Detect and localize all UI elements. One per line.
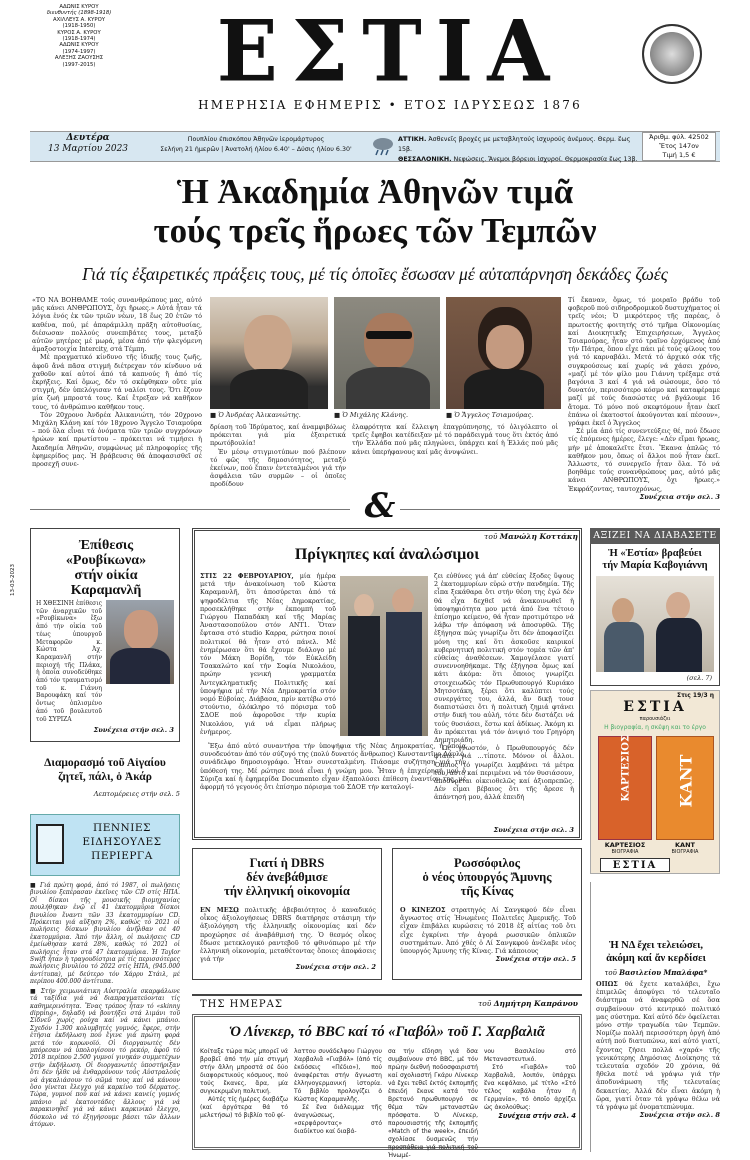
founder-years: (1918-1974): [62, 36, 96, 43]
title-line: Ἐπίθεσις: [78, 538, 134, 553]
continue-link: Συνέχεια στήν σελ. 5: [495, 955, 576, 964]
award-page: (σελ. 7): [686, 674, 712, 682]
rouvikonas-body: [36, 600, 102, 723]
founders-list: [14, 4, 144, 68]
paragraph: Σέ ἕνα διάλειμμα τῆς ἀναγνώσεως, «σερφάροντας» στό διαδίκτυο καί διαβά-: [294, 1104, 382, 1135]
founder-name: ΑΔΩΝΙΣ ΚΥΡΟΥ: [59, 42, 99, 49]
akar-title: [30, 756, 180, 784]
founder-name: ΑΔΩΝΙΣ ΚΥΡΟΥ: [59, 4, 99, 10]
rouvikonas-title: [36, 538, 176, 598]
rouvikonas-continue: Συνέχεια στήν σελ. 3: [93, 726, 174, 734]
photo-angelos: [446, 297, 561, 409]
masthead-title: ΕΣΤΙΑ: [216, 1, 564, 101]
paragraph: ■ Γιά πρώτη φορά, ἀπό τό 1987, οἱ πωλήσεις βινυλίου ξεπέρασαν ἐκεῖνες τῶν CD στίς ΗΠΑ. Οἱ δίσκοι τῆς μουσικῆς βιομηχανίας πουλήθηκαν ἐνῷ εἶ 41 ἑκατομμύρια δίσκοι βινυλίου ἔναντι τῶν 33 ἑκατομμυρίων CD. Πρόκειται γιά αὔξηση 2%, καθώς τό 2021 οἱ πωλήσεις δίσκων βινυλίου ἀνῆλθαν σέ 40 ἑκατομμύρια. Ἀπό τήν ἄλλη, οἱ πωλήσεις CD ἐμείωθησαν κατά 28%, καθώς τό 2021 οἱ πωλήσεις ἦταν στά 47 ἑκατομμύρια. Ἡ Taylor Swift ἦταν ἡ τραγουδίστρια μέ τίς περισσότερες πωλήσεις βινυλίου τό 2022 στίς ΗΠΑ, (945.000 ἀντίτυπα), μέ δεύτερο τόν Χάρρυ Στάιλ, μέ περίπου 400.000 ἀντίτυπα.: [30, 882, 180, 986]
title-line: ζητεῖ, πάλι, ὁ Ἀκάρ: [58, 771, 152, 783]
lead-col-2: [210, 423, 346, 489]
photo-michalis: [334, 297, 440, 409]
linker-col-1: [200, 1048, 288, 1120]
ad-presents: παρουσιάζει: [639, 716, 671, 722]
ad-logo: ΕΣΤΙΑ: [623, 699, 687, 715]
continue-link: Συνέχεια στήν σελ. 4: [498, 1112, 576, 1120]
linker-col-3: [388, 1048, 478, 1160]
lede: ΟΠΩΣ: [596, 980, 618, 988]
book-title: ΚΑΝΤ: [675, 841, 695, 849]
author-prefix: τοῦ: [484, 532, 498, 541]
paragraph-text: στρατηγός Λί Σανγκφού δέν εἶναι ἄγνωστος στίς Ἡνωμένες Πολιτεῖες Ἀμερικῆς. Τοῦ εἶχαν ἐπιβάλει κυρώσεις τό 2018 ἐξ αἰτίας τοῦ ὅτι εἶχε ἐγκρίνει τήν ἀγορά ρωσσικῶν ὁπλικῶν συστημάτων. Ἀπό χθές ὁ Λί Σανγκφού ἀνέλαβε νέος ὑπουργός Ἄμυνης τῆς Κίνας. Γιά κάποιους: [400, 906, 576, 956]
title-line: Διαμορασμό τοῦ Αἰγαίου: [44, 757, 166, 769]
title-line: ἀκόμη καί ἄν κερδίσει: [606, 952, 706, 964]
paragraph: Ἔξω ἀπό αὐτό συναντήσα τήν ὑποψήφια τῆς Νέας Δημοκρατίας, ἡ ὁποία συνοδευόταν ἀπό τόν σύζυγό της (πολύ δυνατός ἄνθρωπος) Κωνσταντῖνο Δαυλό, συνάδελφο δημοσιογράφο. Ἦταν συνεσταλμένη. Πιάσαμε συζήτηση γιά τήν ὑπόθεσή της. Μέ ρώτησε ποιά εἶναι ἡ γνώμη μου. Ἦταν ἡ ἐπιχείρησή μου ὅ Σύριζα καί ἡ ἐφημερίδα Documento εἶχαν ἐξαπολύσει ἐπίθεση ἐναντίον της, μέ ἀφορμή τό γεγονός ὅτι ἐπίσημο πόρισμα τοῦ ΣΔΟΕ τήν καταλογί-: [200, 742, 466, 792]
kottakis-col-1: [200, 572, 336, 736]
paragraph: δρίαση τοῦ Ἱδρύματος, καί ἀναμφιβόλως πρόκειται γιά μία ἐξαιρετικά πρωτόβουλία!: [210, 423, 346, 448]
price: Τιμή 1,5 €: [662, 151, 696, 159]
issue-block: [642, 132, 716, 161]
title-line: στήν οἰκία: [74, 568, 138, 583]
paragraph-text: μία ἡμέρα μετά τήν ἀνακοίνωση τοῦ Κώστα Καραμανλῆ, ὅτι ἀποσύρεται ἀπό τά ψηφοδέλτια τῆς Νέας Δημοκρατίας, προσεκλήθηκε στήν ἐκπομπή τοῦ Γιώργου Παπαδάκη καί τῆς Μαρίας Ἀναστασοπούλου στόν ANT1. Ὅταν ἔφτασα στό studio Καρρα, ρώτησα ποιοί πολιτικοί θά ἦταν στό πάνελ. Μέ ἐνημέρωσαν ὅτι θά ἔχουμε διάλογο μέ τόν Μάκη Βορίδη, τόν Εὐκλείδη Τσακαλώτο καί τήν Σοφία Νικολάου, πρώην γενική γραμματέα Ἀντεγκληματικῆς Πολιτικῆς καί ὑποψήφια μέ τήν Νέα Δημοκρατία στόν νομό Εὐβοίας. Διάβασα, πρίν κατέβω στό στούντιο, ὁλόκληρο τό πόρισμα τοῦ ΣΔΟΕ πού ἀφοροῦσε τήν κυρία Νικολάου, γιά νά εἶμαι πλήρως ἐνήμερος.: [200, 572, 336, 736]
caption-angelos: ■ Ὁ Ἄγγελος Τσιαμούρας.: [446, 411, 534, 419]
caption-michalis: ■ Ὁ Μιχάλης Κλάνης.: [334, 411, 409, 419]
paragraph: Ἐν μέσῳ στιγμιοτύπων πού βλέπουν τό φῶς τῆς δημοσιότητος, μεταξύ ἐκείνων, πού ἔπαιν ἐντεταλμένοι γιά τήν ἀσφάλεια τῶν συρμῶν – οἱ ὁποῖες προδίδουν: [210, 447, 346, 489]
photo-andreas: [210, 297, 328, 409]
title-line: ὁ νέος ὑπουργός Ἄμυνης: [422, 870, 552, 884]
linker-title: Ὁ Λίνεκερ, τό BBC καί τό «Γιαβόλ» τοῦ Γ. Χαρβαλιᾶ: [228, 1024, 546, 1040]
paragraph: Τόν 20χρονο Ἀνδρέα Ἀλικανιώτη, τόν 20χρονο Μιχάλη Κλάνη καί τόν 18χρονο Ἄγγελο Τσιαμούρα – πού ὅλα εἶναι τά ὀνόματα τῶν τριῶν συγχρόνων ἡρώων καί πρωτίστου – πρόκειται νά τιμήσει ἡ Ἀκαδημία Ἀθηνῶν, συμφώνως μέ πληροφορίες τῆς ἐφημερίδος μας. Ἡ βράβευσις θά ἀποφασισθεῖ σέ προσεχῆ συνε-: [32, 410, 202, 469]
title-line: ΠΕΝΝΙΕΣ: [93, 822, 151, 834]
weather-region: ΘΕΣΣΑΛΟΝΙΚΗ.: [398, 156, 452, 163]
paragraph: [200, 906, 376, 963]
title-line: Γιατί ἡ DBRS: [249, 856, 325, 870]
book-kant-spine: ΚΑΝΤ: [676, 754, 696, 808]
weather-text: Νεφώσεις. Ἄνεμοι βόρειοι ἰσχυροί. Θερμοκρασία ἕως 13β.: [453, 156, 638, 163]
founder-name: ΑΛΕΞΗΣ ΖΑΟΥΣΗΣ: [54, 55, 104, 62]
issue-number: Ἀριθμ. φύλ. 42502: [649, 133, 709, 141]
nd-body: [596, 980, 720, 1119]
paragraph-text: θά ἔχετε καταλάβει, ἔχω ἐπιμελῶς ἀποφύγει τό τελευταῖο διάστημα νά ἀναφερθῶ σέ ὅσα συμβαίνουν στό κεντρικό πολιτικό μας σύστημα. Καί αὐτό δέν ὀφείλεται μόνο στήν τραγωδία τῶν Τεμπῶν. Νομίζω πολλή περισσότερη ὀργή ἀπό αὐτή πού διατυπώνω, καί αὐτό γιατί, ἔχοντας ζήσει πολλά «χαρά» τῆς γενικότερης Δημόσιας Διοίκησης τά τελευταία σχεδόν 20 χρόνια, θά ἤθελα ποτέ νά γράψω γιά τήν ἀποδυνάμωση τῆς τελευταίας δεκαετίας. Ἀλλά δέν εἶναι ἀκόμη ἡ ὥρα, γιατί ὅταν τά γράψω θέλω νά τά γράψω μέ ὀνοματεπώνυμα.: [596, 980, 720, 1112]
side-date: 13-03-2023: [10, 564, 16, 596]
ad-bottom-logo: ΕΣΤΙΑ: [600, 858, 670, 872]
paragraph: Μέ πραγματικό κίνδυνο τῆς ἰδικῆς τους ζωῆς, ἀφοῦ ἄνά πᾶσα στιγμή διέτρεχαν τόν κίνδυνο νά χαθοῦν καί αὐτοί ἀπό τά καπνούς ἤ ἀπό τίς ἐκρήξεις. Καί ὅμως, δέν τό σκέφθηκαν οὔτε μία στιγμή, δέν ὑπελόγισαν τά ναλίσι τους. Ὅτι ἔζουν μία ζωή μπροστά τους. Καί ἔτρεξαν νά καθῆκον τους, τό ἀνθρώπινο καθῆκον τους.: [32, 353, 202, 411]
author-prefix: τοῦ: [478, 999, 492, 1008]
seal-logo: [642, 24, 702, 84]
paragraph: Ὡς γνωστόν, ὁ Πρωθυπουργός δέν φτάιει γιά ...τίποτε. Μόνον οἱ ἄλλοι. Ὅποιος τό γνωρίζει λαμβάνει τά μέτρα του, αὐτό καί περιμένει νά τόν θυσιάσουν, ἀποσύρεται οἰκειοθελῶς καί ἀξιοπρεπῶς. Δέν εἶμαι βέβαιος ὅτι τῆς ἄρεσε ἡ ἀπάντησή μου, ἀλλά ἐπειδή: [434, 744, 574, 802]
founder-name: ΑΧΙΛΛΕΥΣ Α. ΚΥΡΟΥ: [53, 16, 105, 23]
kottakis-col-1b: [200, 742, 466, 791]
headline-line: Ἡ Ἀκαδημία Ἀθηνῶν τιμᾶ: [176, 172, 574, 211]
continue-link: Συνέχεια στήν σελ. 8: [639, 1111, 720, 1120]
kottakis-author: [420, 532, 578, 541]
moon-label: Σελήνη 21 ἡμερῶν | Ἀνατολή ἡλίου 6.40' – Δύσις ἡλίου 6.30': [160, 146, 352, 153]
title-line: τῆς Κίνας: [460, 884, 514, 898]
caption-andreas: ■ Ὁ Ἀνδρέας Ἀλικανιώτης.: [210, 411, 301, 419]
day-label: Δευτέρα: [66, 133, 110, 143]
book-kant-label: [656, 842, 714, 856]
pennies-body: [30, 882, 180, 1128]
photo-karamanlis: [106, 600, 174, 684]
author-name: Δημήτρη Καπράνου: [493, 999, 578, 1008]
paragraph: Η ΧΘΕΣΙΝΗ ἐπίθεσις τῶν ἀναρχικῶν τοῦ «Ρουβίκωνα» ἔξω ἀπό τήν οἰκία τοῦ τέως ὑπουργοῦ Μεταφορῶν κ. Κώστα Ἀχ. Καραμανλῆ στήν περιοχή τῆς Πλάκα, ἡ ὁποία συνοδεύθηκε ἀπό τόν τραυματισμό τοῦ κ. Γιάννη Βαρουφάκη καί τόν ὄντως ὁπλισμένο ἀπό τοῦ βουλευτοῦ τοῦ ΣΥΡΙΖΑ: [36, 600, 102, 723]
paragraph: [400, 906, 576, 955]
founder-years: διευθυντής (1898-1918): [46, 10, 112, 17]
book-sub: ΒΙΟΓΡΑΦΙΑ: [671, 849, 699, 855]
award-title: [594, 548, 716, 572]
nd-title: [594, 940, 718, 965]
founder-name: ΚΥΡΟΣ Α. ΚΥΡΟΥ: [57, 29, 101, 36]
title-line: Ἡ ΝΔ ἔχει τελειώσει,: [608, 940, 704, 951]
paragraph: Κοίταξε τώρα πώς μπορεῖ νά βραβεῖ ἀπό τήν μία στιγμή στήν ἄλλη μπροστά σέ δύο διαφορετικούς κόσμους, πού τούς ἔκανες, ἄρα, μία συγκεκριμένη πολιτική.: [200, 1048, 288, 1095]
book-descartes-spine: ΚΑΡΤΕΣΙΟΣ: [620, 734, 632, 802]
photo-award: [596, 576, 714, 672]
paragraph: σα τήν εἴδηση γιά ὅσα συμβαίνουν στό BBC, μέ τόν πρώην διεθνή ποδοσφαιριστή καί σχολιαστή Γκάρυ Λίνεκερ νά ἔχει τεθεῖ ἐκτός ἐκπομπῆς ἐπειδή ἔκανε κατά τόν Βρετανό πρωθυπουργό σε θέμα τῶν μεταναστῶν πρόσφατα. Ὁ Λίνεκερ, παρουσιαστής τῆς ἐκπομπῆς «Match of the week», ἐπειδή σχολίασε δυσμενῶς τήν προσπάθεια γιά πολιτική τοῦ Ἡνωμέ-: [388, 1048, 478, 1159]
paragraph: Αὐτές τίς ἡμέρες διαβάζω (καί ἀργότερα θά τό μελετήσω) τό βιβλίο τοῦ φί-: [200, 1096, 289, 1119]
ad-tagline: Η βιογραφία, η σκέψη και το έργο: [604, 724, 706, 731]
paragraph-text: πολιτικῆς ἀβεβαιότητος ὁ καναδικός οἶκος ἀξιολογήσεως DBRS διατήρησε στάσιμη τήν ἀξιολόγηση τῆς ἑλληνικῆς οἰκονομίας καί δέν προχώρησε σέ ἀναβάθμισή της. Ὁ θεσμός οἶκος ἔδωσε μετεκλογικό ραντεβοῦ τό φθινόπωρο μέ τήν ἑλληνική οἰκονομία, μεταθέτοντας ὅποιες ἀποφάσεις γιά τήν: [200, 906, 376, 964]
title-line: ΠΕΡΙΕΡΓΑ: [91, 850, 153, 862]
lead-subhead: Γιά τίς ἐξαιρετικές πράξεις τους, μέ τίς ὁποῖες ἔσωσαν μέ αὐταπάρνηση δεκάδες ζωές: [82, 264, 668, 284]
pennies-icon: [36, 824, 64, 864]
kottakis-continue: Συνέχεια στήν σελ. 3: [493, 826, 574, 834]
weather-text: Ἀσθενεῖς βροχές με μεταβλητούς ἰσχυρούς ἀνέμους. Θερμ. ἕως 15β.: [398, 136, 631, 153]
title-line: Ρωσσόφιλος: [454, 856, 520, 870]
book-descartes-label: [598, 842, 652, 856]
paragraph: νου Βασιλείου στό Μεταναστευτικό.: [484, 1048, 576, 1063]
paragraph: ■ Στήν χειμωνιάτικη Αὐστραλία σκαρφάλωνε τά ταξίδια γιά νά διαπραγματεύονται τίς καθημερινότητα. Ἕνας τρόπος ἦταν τό «skinny dipping», δηλαδή νά βουτήξει στά λιμάνι τοῦ Σίδνεϋ χωρίς ρούχα καί νά κάνει μπάνιο. Σχεδόν 1.300 κολυμβητές γυμνός, ἔφερε, στήν ἐτήσια ἐκδήλωση πού ἔγινε γιά πρώτη φορά μετά τόν κορωνοϊό. Οἱ διοργανωτές δέν μπόρεσαν νά ὑπολογίσουν τό ρεκόρ, ἀφοῦ τό 2018 περίπου 2.500 γυμνοί γινηκάν συμμετέχων στήν ἐκδήλωση. Οἱ διοργανωτές ὑποστήριξαν ὅτι δέν ἦλθε νά ἐνθαρρύνουν τούς Αὐστραλούς νά ἀγκαλιάσουν τό σῶμά τους καί νά κάνουν ὅσο γίνεται ἔλεγχο γιά καρκίνο τοῦ δέρματος. Τώρα, γυμνοί πού καί νά κάνει κανείς γυμνός μπάνιο μέ ἑκατοντάδες ἄλλους γιά νά παρακινηθεῖ γιά νά κάνει καρκινικό ἔλεγχο, δύσκολο νά τό ἐξηγήσουμε βάσει τῶν ἄλλων ἀτόμων.: [30, 987, 180, 1128]
paragraph: «ΤΟ ΝΑ ΒΟΗΘΑΜΕ τούς συνανθρώπους μας, αὐτό μᾶς κάνει ΑΝΘΡΩΠΟΥΣ, ὄχι ἥρωες.» Αὐτά ἦταν τά λόγια ἑνός ἐκ τῶν τριῶν νέων, 18 ἕως 20 ἐτῶν τό καθένα, πού, μέ ἀπαράμιλλη πρᾶξη αὐτοθυσίας, διέσωσαν πολλούς συνεπιβάτες τους, μεταξύ αὐτῶν μητέρες μέ μωρά, μέσα ἀπό τήν φλεγόμενη ἀμαξοστοιχία Intercity, στά Τέμπη.: [32, 296, 202, 354]
dbrs-title: [196, 856, 378, 898]
linker-col-4: [484, 1048, 576, 1120]
lead-headline: [40, 172, 710, 250]
linker-col-2: [294, 1048, 382, 1136]
masthead-subtitle: ΗΜΕΡΗΣΙΑ ΕΦΗΜΕΡΙΣ • ΕΤΟΣ ΙΔΡΥΣΕΩΣ 1876: [198, 98, 582, 112]
pennies-title: [68, 821, 176, 863]
dbrs-body: [200, 906, 376, 971]
paragraph: Στό «Γιαβόλ» τοῦ Χαρβαλιᾶ, λοιπόν, ὑπάρχει ἕνα κεφάλαιο, μέ τίτλο «Στό τέλος καβάλα ἦταν ἡ Γερμανία», τό ὁποῖο ἀρχίζει ὡς ἀκολούθως:: [484, 1064, 576, 1111]
photo-mitsotakis-nikolaou: [340, 576, 428, 736]
lead-col-1: [32, 296, 202, 468]
author-prefix: τοῦ: [604, 969, 617, 977]
lede: ΣΤΙΣ 22 ΦΕΒΡΟΥΑΡΙΟΥ,: [200, 572, 294, 580]
paragraph: λαττου συνάδελφου Γιώργου Χαρβαλιᾶ «Γιαβόλ» (ἀπό τίς ἐκδόσεις «Πέδιο»), πού ἀναφέρεται στήν ἄγνωστη ἑλληνογερμανική ἱστορία. Τό βιβλίο προλογίζει ὁ Κώστας Καραμανλῆς.: [294, 1048, 382, 1103]
lede: ΕΝ ΜΕΣῼ: [200, 906, 239, 914]
lead-col-4: [568, 296, 720, 501]
continue-link: Συνέχεια στήν σελ. 2: [295, 963, 376, 972]
date-block: [36, 133, 140, 155]
ticker-bar: [192, 994, 582, 1012]
paragraph: ἐλαφρότητα καί ἔλλειψη ἐπαγρύπνησης, τό ὀλιγόλεπτο οἱ τρεῖς ἔφηβοι κατέδειξαν μέ τό παράδειγμά τους ὅτι ἐκτός ἀπό τήν Ἑλλάδα πού μᾶς πληγώνει, ὑπάρχει καί ἡ Ἑλλάς πού μᾶς κάνει ὑπερήφανους καί μᾶς ἀνυψώνει.: [352, 423, 558, 456]
title-line: Καραμανλῆ: [70, 583, 142, 598]
title-line: δέν ἀνεβάθμισε: [246, 870, 328, 884]
ampersand-mark: &: [364, 486, 396, 526]
lead-col-3: [352, 423, 558, 456]
paragraph: [200, 572, 336, 736]
weather-region: ΑΤΤΙΚΗ.: [398, 136, 427, 143]
paragraph: Σέ μία ἀπό τίς συνεντεύξεις θέ, πού ἔδωσε τίς ἑπόμενες ἡμέρες, ἔλεγε: «Δέν εἴμαι ἥρωας, μήν μέ ἀποκαλεῖτε ἔτσι. Ἔκανα ἁπλῶς τό καθῆκον μου, ὅπως οἱ ἄλλοι πού ἦταν ἐκεῖ. Ἄλλωστε, τό συνεργεῖο ἦταν ὅλα. Τό νά βοηθάμε τούς συνανθρώπους μας, αὐτό μᾶς κάνει ΑΝΘΡΩΠΟΥΣ, ὄχι ἥρωες.» Ἐκφράζοντας, ταυτοχρόνως,: [568, 427, 720, 493]
title-line: ΕΙΔΗΣΟΥΛΕΣ: [82, 836, 162, 848]
almanac-block: [146, 135, 366, 155]
kottakis-col-3: [434, 572, 574, 802]
paragraph: ζει εὐθύνες γιά ἀπ' εὐθείας ἔξοδες ὕψους 2 ἑκατομμυρίων εὐρώ στήν πανδημία. Τῆς εἶπα ξεκάθαρα ὅτι στήν θέση της ἐγώ δέν θά εἶχα δεχθεῖ νά ἀνακοινωθεῖ ἡ ὑποψηφιότητα μου μετά ἀπό ἕνα τέτοιο ἐπίσημο κείμενο, θά ἦταν προτιμότερο νά λάβω τήν ἀπόφαση νά ἀποσυρθῶ. Τῆς ἐξήγησα πώς γνωρίζω ὅτι δέν ἀποφασίζει μόνη της καί ὅτι ἀσκοῦσε καιρικοί κυβερνητική πολιτική στόν τομέα τῶν ἀπ' εὐθείας ἀναθέσεων. Χαμογέλασε γιατί συνεννοηθήκαμε. Τῆς ἐξήγησα ὅμως καί κάτι ἀκόμα: ὅτι ὅποιος γνωρίζει στοιχειωδῶς τόν Πρωθυπουργό Κυριάκο Μητσοτάκη, ξέρει ὅτι καλύπτει τούς συνεργάτες του, ἀλλά, ἄν δικῇ τουσ διαπιστώσει ὅτι ἡ πολιτική ζημιά φτάνει στήν δική του αὐλή, τότε δέν διστάζει νά τούς θυσιάσει, ἔστω καί ἀδίκως. Ἀκόμη κι ἄν πρόκειται γιά τόν ἀνιψιό του Γρηγόρη Δημητριάδη.: [434, 572, 574, 745]
book-title: ΚΑΡΤΕΣΙΟΣ: [604, 841, 646, 849]
ticker-author: [478, 999, 578, 1008]
ticker-label: ΤΗΣ ΗΜΕΡΑΣ: [200, 999, 283, 1010]
book-sub: ΒΙΟΓΡΑΦΙΑ: [611, 849, 639, 855]
headline-line: τούς τρεῖς ἥρωες τῶν Τεμπῶν: [153, 211, 597, 250]
weather-block: [398, 135, 638, 165]
founder-years: (1974-1997): [62, 48, 96, 55]
china-body: [400, 906, 576, 963]
weather-icon: [370, 135, 396, 157]
founder-years: (1997-2015): [62, 61, 96, 68]
issue-year: Ἔτος 147ον: [659, 142, 699, 150]
title-line: «Ρουβίκωνα»: [65, 553, 147, 568]
kottakis-title: Πρίγκηπες καί ἀναλώσιμοι: [294, 546, 480, 563]
author-name: Μανώλη Κοττάκη: [499, 532, 578, 541]
paragraph: [596, 980, 720, 1111]
date-label: 13 Μαρτίου 2023: [47, 144, 129, 154]
ad-date: Στις 19/3 η: [677, 692, 714, 699]
china-title: [396, 856, 578, 898]
title-line: τήν ἑλληνική οἰκονομία: [224, 884, 350, 898]
nd-author: [594, 968, 718, 977]
title-line: τήν Μαρία Καβογιάννη: [602, 560, 708, 571]
continue-link: Συνέχεια στήν σελ. 3: [639, 492, 720, 501]
saint-label: Πουπλίου έπισκόπου Ἀθηνῶν ἱερομάρτυρος: [187, 136, 325, 143]
founder-years: (1918-1950): [62, 23, 96, 30]
akar-continue: Λεπτομέρειες στήν σελ. 5: [93, 790, 180, 798]
lede: Ο ΚΙΝΕΖΟΣ: [400, 906, 446, 914]
recommend-banner: ΑΞΙΖΕΙ ΝΑ ΔΙΑΒΑΣΕΤΕ: [590, 528, 720, 544]
paragraph: Τί ἔκαναν, ὅμως, τό μοιραῖο βράδυ τοῦ φοβεροῦ πού σιδηροδρομικοῦ δυστυχήματος οἱ τρεῖς νέοι; Ὁ μικρότερος τῆς παρέας, ὁ πρωτοετής φοιτητής στό τμῆμα Οἰκονομίας καί Διοικητικῆς Ἐπιχειρήσεων, Ἄγγελος Τσιαμούρας, ἦταν στό τραῖνο ἐρχόμενος ἀπό τήν Πάτρα, ὅπου εἶχε πάει μέ τούς φίλους του γιά τό καρναβάλι. Μετά τό ἀρχικό σόκ τῆς συγκρούσεως καί χωρίς νά χάσει χρόνο, «μαζί μέ τόν φίλο μου Γιάννη τρέξαμε στά βαγόνια 3 καί 4 γιά νά σώσουμε, ὅσο τό δυνατόν, περισσότερο κόσμο καί καταφέραμε μαζί μέ τούς διασώστες νά βγάλουμε 16 ἄτομα. Τό μόνο πού σκεφτόμουν ἦταν ἐκεῖ ἐπάνω οἱ ἑκατοστοί ἀκούγονται καί πέσουν», γράφει ἐκεῖ ὁ Ἄγγελος: [568, 296, 720, 428]
author-name: Βασιλείου Μπαλάφα*: [619, 968, 708, 977]
title-line: Ἡ «Ἑστία» βραβεύει: [608, 548, 702, 559]
